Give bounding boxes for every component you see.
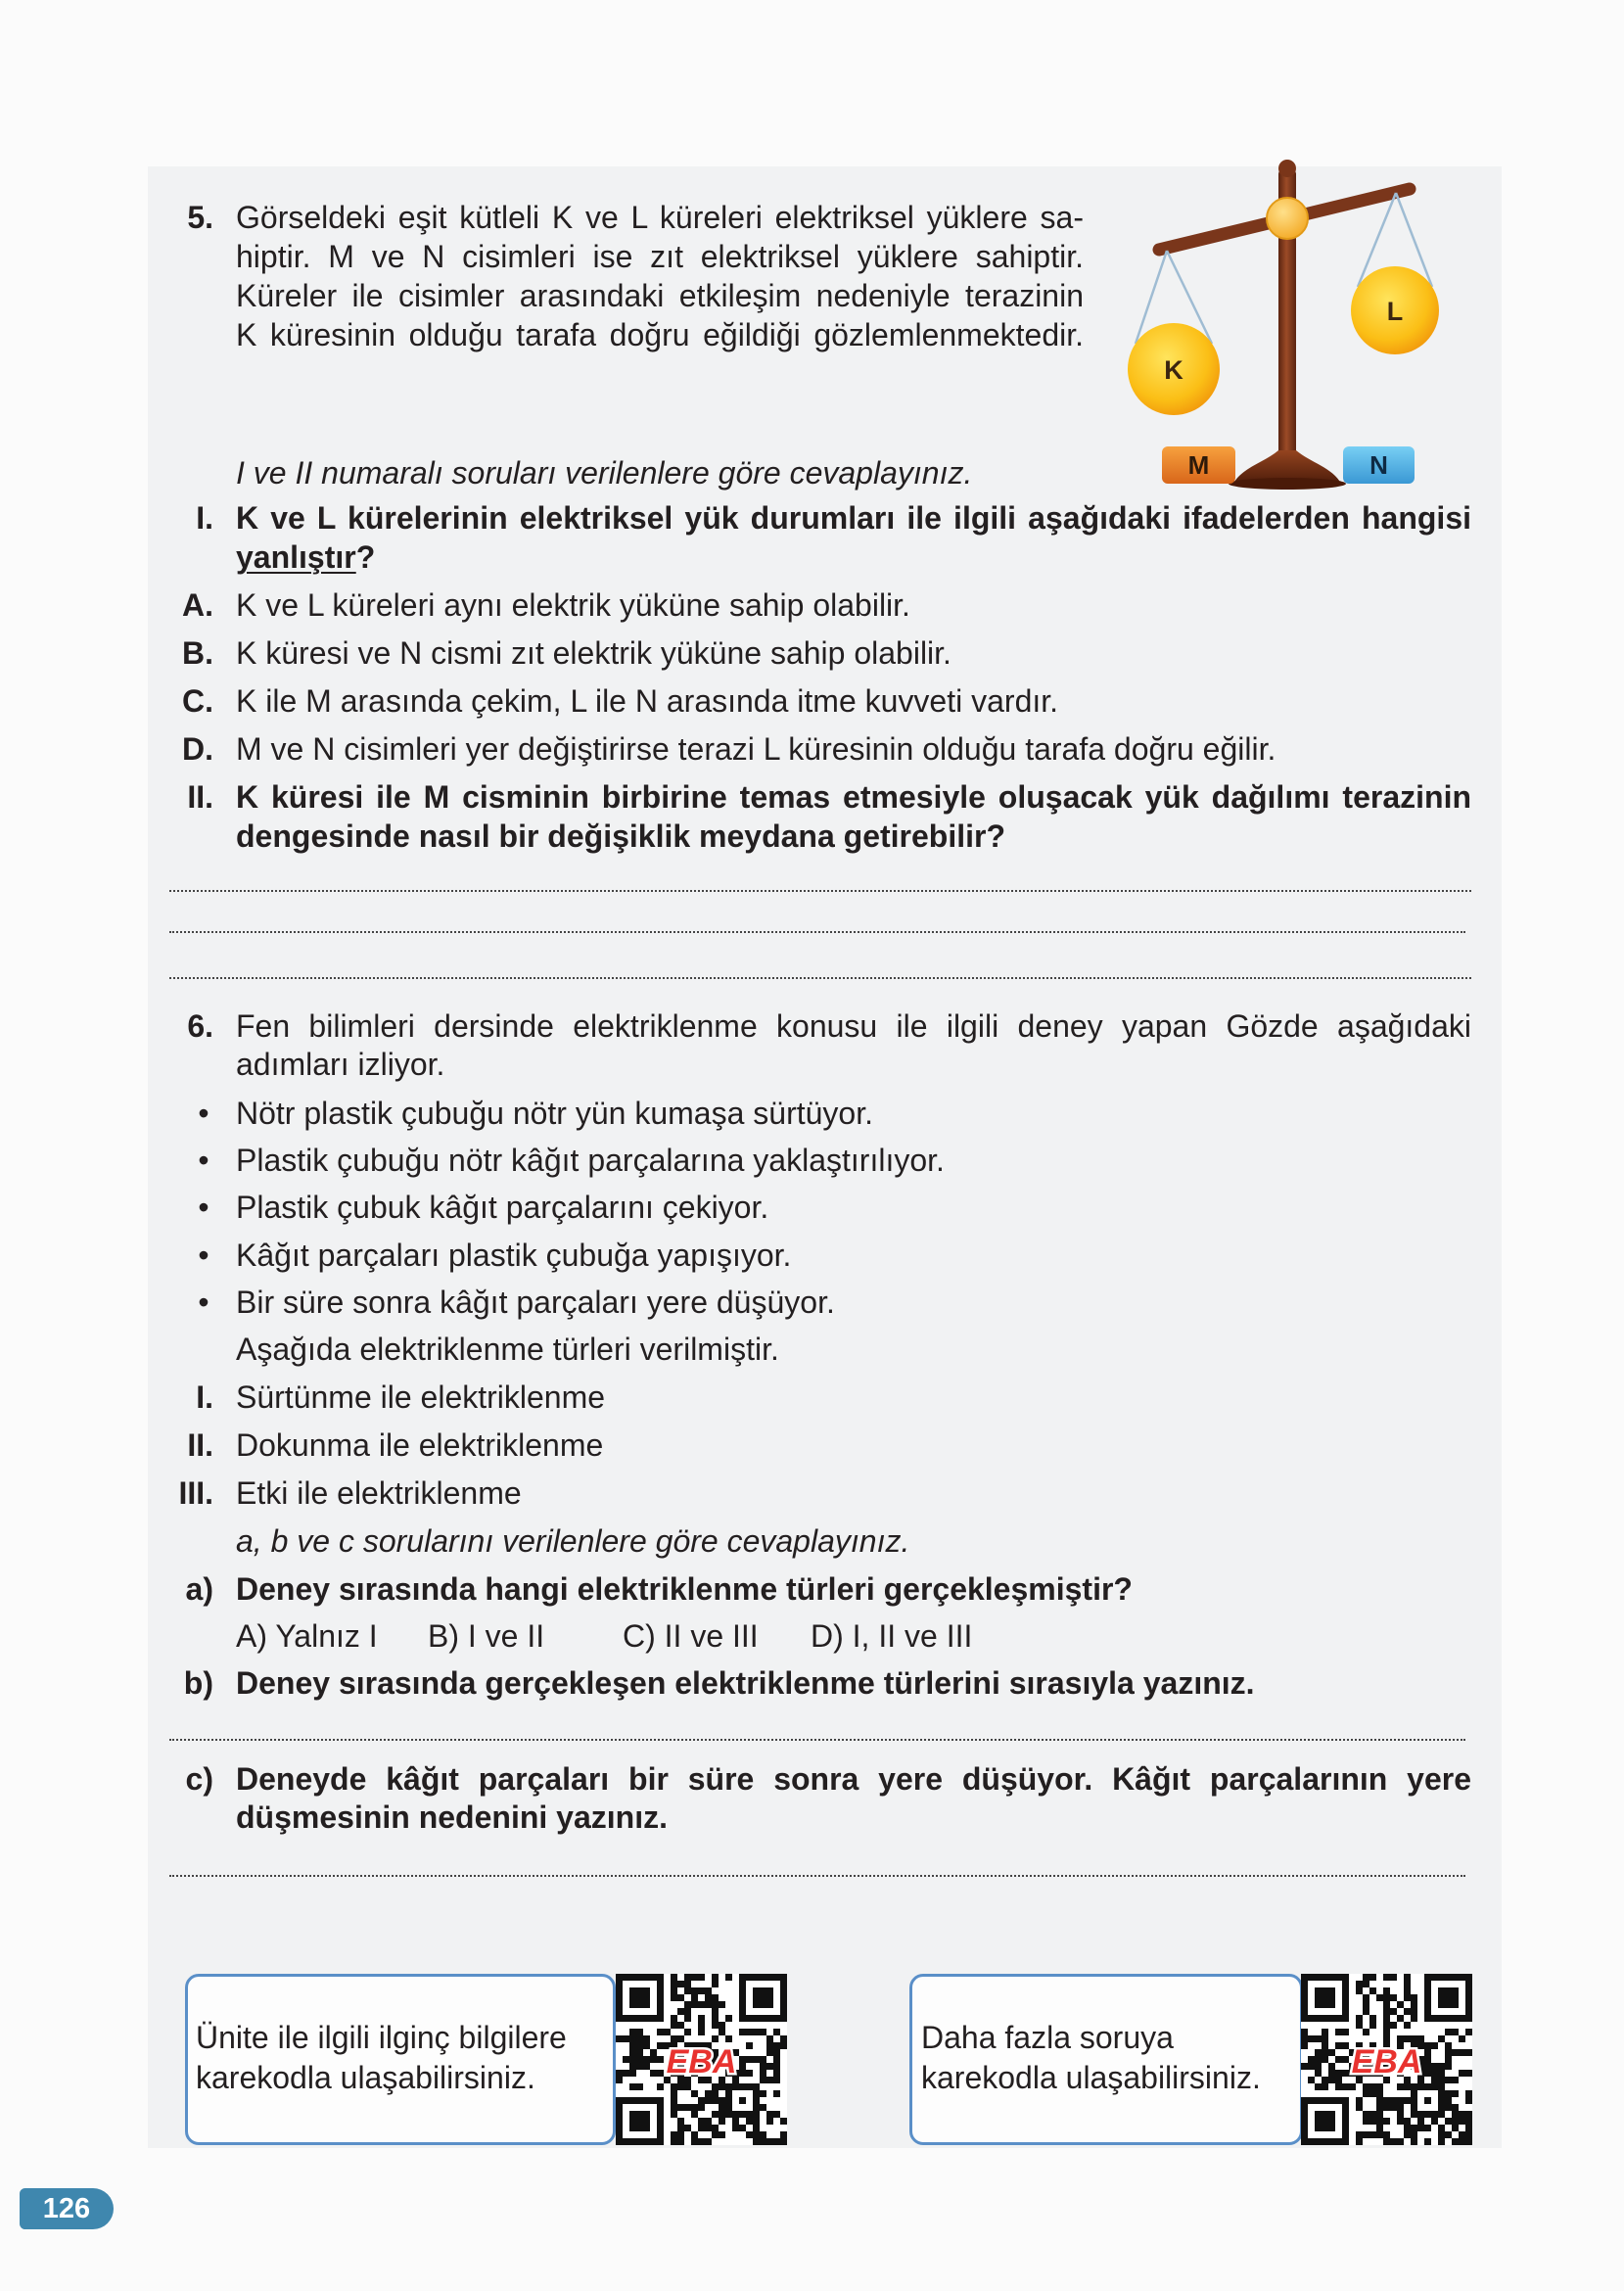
option-b-letter: B. (182, 635, 213, 671)
bullet: • (198, 1096, 209, 1131)
type-2-text: Dokunma ile elektriklenme (236, 1427, 604, 1463)
subquestion-a-label: a) (185, 1571, 213, 1607)
question-5-number: 5. (187, 200, 213, 235)
type-1-text: Sürtünme ile elektriklenme (236, 1379, 606, 1415)
qr-info-line: karekodla ulaşabilirsiniz. (921, 2060, 1261, 2095)
qr-info-line: Daha fazla soruya (921, 2020, 1174, 2055)
option-a-letter: A. (182, 587, 213, 623)
choice-d: D) I, II ve III (811, 1618, 973, 1654)
answer-line (169, 890, 1471, 892)
subquestion-c-line: düşmesinin nedenini yazınız. (236, 1800, 668, 1835)
question-6-line: adımları izliyor. (236, 1047, 445, 1082)
bullet: • (198, 1143, 209, 1178)
question-5-line: K küresinin olduğu tarafa doğru eğildiği gözlemlenmektedir. (236, 317, 1084, 352)
question-5-instruction: I ve II numaralı soruları verilenlere göre cevaplayınız. (236, 455, 973, 491)
option-d-text: M ve N cisimleri yer değiştirirse terazi L küresinin olduğu tarafa doğru eğilir. (236, 731, 1276, 767)
experiment-step: Bir süre sonra kâğıt parçaları yere düşüyor. (236, 1285, 835, 1320)
option-b-text: K küresi ve N cismi zıt elektrik yüküne sahip olabilir. (236, 635, 951, 671)
answer-line (169, 1739, 1465, 1741)
experiment-step: Plastik çubuk kâğıt parçalarını çekiyor. (236, 1190, 769, 1225)
qr-info-box-unit (185, 1974, 616, 2145)
subquestion-c-line: Deneyde kâğıt parçaları bir süre sonra yere düşüyor. Kâğıt parçalarının yere (236, 1761, 1471, 1797)
subquestion-a-text: Deney sırasında hangi elektriklenme türleri gerçekleşmiştir? (236, 1571, 1133, 1607)
experiment-step: Plastik çubuğu nötr kâğıt parçalarına yaklaştırılıyor. (236, 1143, 945, 1178)
part-2-numeral: II. (187, 779, 213, 815)
part-1-question-end (236, 538, 375, 577)
qr-info-line: karekodla ulaşabilirsiniz. (196, 2060, 535, 2095)
object-m-label: M (1187, 450, 1210, 480)
bullet: • (198, 1190, 209, 1225)
type-3-text: Etki ile elektriklenme (236, 1475, 522, 1511)
scale-pole-knob (1278, 160, 1296, 177)
qr-info-box-questions (909, 1974, 1303, 2145)
page-number-badge: 126 (20, 2188, 114, 2229)
scale-base-foot (1229, 478, 1346, 490)
sphere-l-label: L (1386, 297, 1404, 326)
experiment-step: Kâğıt parçaları plastik çubuğa yapışıyor. (236, 1238, 792, 1273)
sphere-k-label: K (1164, 355, 1183, 385)
eba-logo: EBA (1351, 2043, 1422, 2081)
scale-pivot (1267, 198, 1308, 239)
qr-code (616, 1974, 787, 2145)
part-1-question-line: K ve L kürelerinin elektriksel yük durumları ile ilgili aşağıdaki ifadelerden hangisi (236, 500, 1471, 536)
subquestion-b-text: Deney sırasında gerçekleşen elektriklenme türlerini sırasıyla yazınız. (236, 1665, 1255, 1701)
emphasis-word: yanlıştır (236, 539, 356, 575)
qr-code (1301, 1974, 1472, 2145)
type-3-numeral: III. (178, 1475, 213, 1511)
bullet: • (198, 1238, 209, 1273)
choice-b: B) I ve II (428, 1618, 545, 1654)
answer-line (169, 931, 1465, 933)
question-mark: ? (355, 539, 376, 575)
option-a-text: K ve L küreleri aynı elektrik yüküne sahip olabilir. (236, 587, 910, 623)
answer-line (169, 977, 1471, 979)
question-6-number: 6. (187, 1008, 213, 1044)
answer-line (169, 1875, 1465, 1877)
question-5-line: hiptir. M ve N cisimleri ise zıt elektriksel yüklere sahiptir. (236, 239, 1084, 274)
subquestion-c-label: c) (185, 1761, 213, 1797)
question-6-line: Fen bilimleri dersinde elektriklenme konusu ile ilgili deney yapan Gözde aşağıdaki (236, 1008, 1471, 1044)
option-c-letter: C. (182, 683, 213, 719)
option-d-letter: D. (182, 731, 213, 767)
eba-logo: EBA (666, 2043, 737, 2081)
choice-c: C) II ve III (623, 1618, 759, 1654)
option-c-text: K ile M arasında çekim, L ile N arasında itme kuvveti vardır. (236, 683, 1059, 719)
question-5-line: Küreler ile cisimler arasındaki etkileşim nedeniyle terazinin (236, 278, 1084, 313)
types-intro: Aşağıda elektriklenme türleri verilmiştir. (236, 1332, 779, 1367)
experiment-step: Nötr plastik çubuğu nötr yün kumaşa sürtüyor. (236, 1096, 873, 1131)
part-1-numeral: I. (196, 500, 213, 536)
question-6-instruction: a, b ve c sorularını verilenlere göre cevaplayınız. (236, 1523, 910, 1559)
type-1-numeral: I. (196, 1379, 213, 1415)
question-5-line: Görseldeki eşit kütleli K ve L küreleri elektriksel yüklere sa- (236, 200, 1084, 235)
choice-a: A) Yalnız I (236, 1618, 378, 1654)
part-2-question-line: K küresi ile M cisminin birbirine temas etmesiyle oluşacak yük dağılımı terazinin (236, 779, 1471, 815)
type-2-numeral: II. (187, 1427, 213, 1463)
balance-scale-figure (1116, 157, 1449, 494)
object-n-label: N (1369, 450, 1388, 480)
bullet: • (198, 1285, 209, 1320)
qr-info-line: Ünite ile ilgili ilginç bilgilere (196, 2020, 567, 2055)
question-5-stem (236, 198, 1084, 354)
part-2-question-line: dengesinde nasıl bir değişiklik meydana getirebilir? (236, 818, 1006, 854)
subquestion-b-label: b) (183, 1665, 213, 1701)
